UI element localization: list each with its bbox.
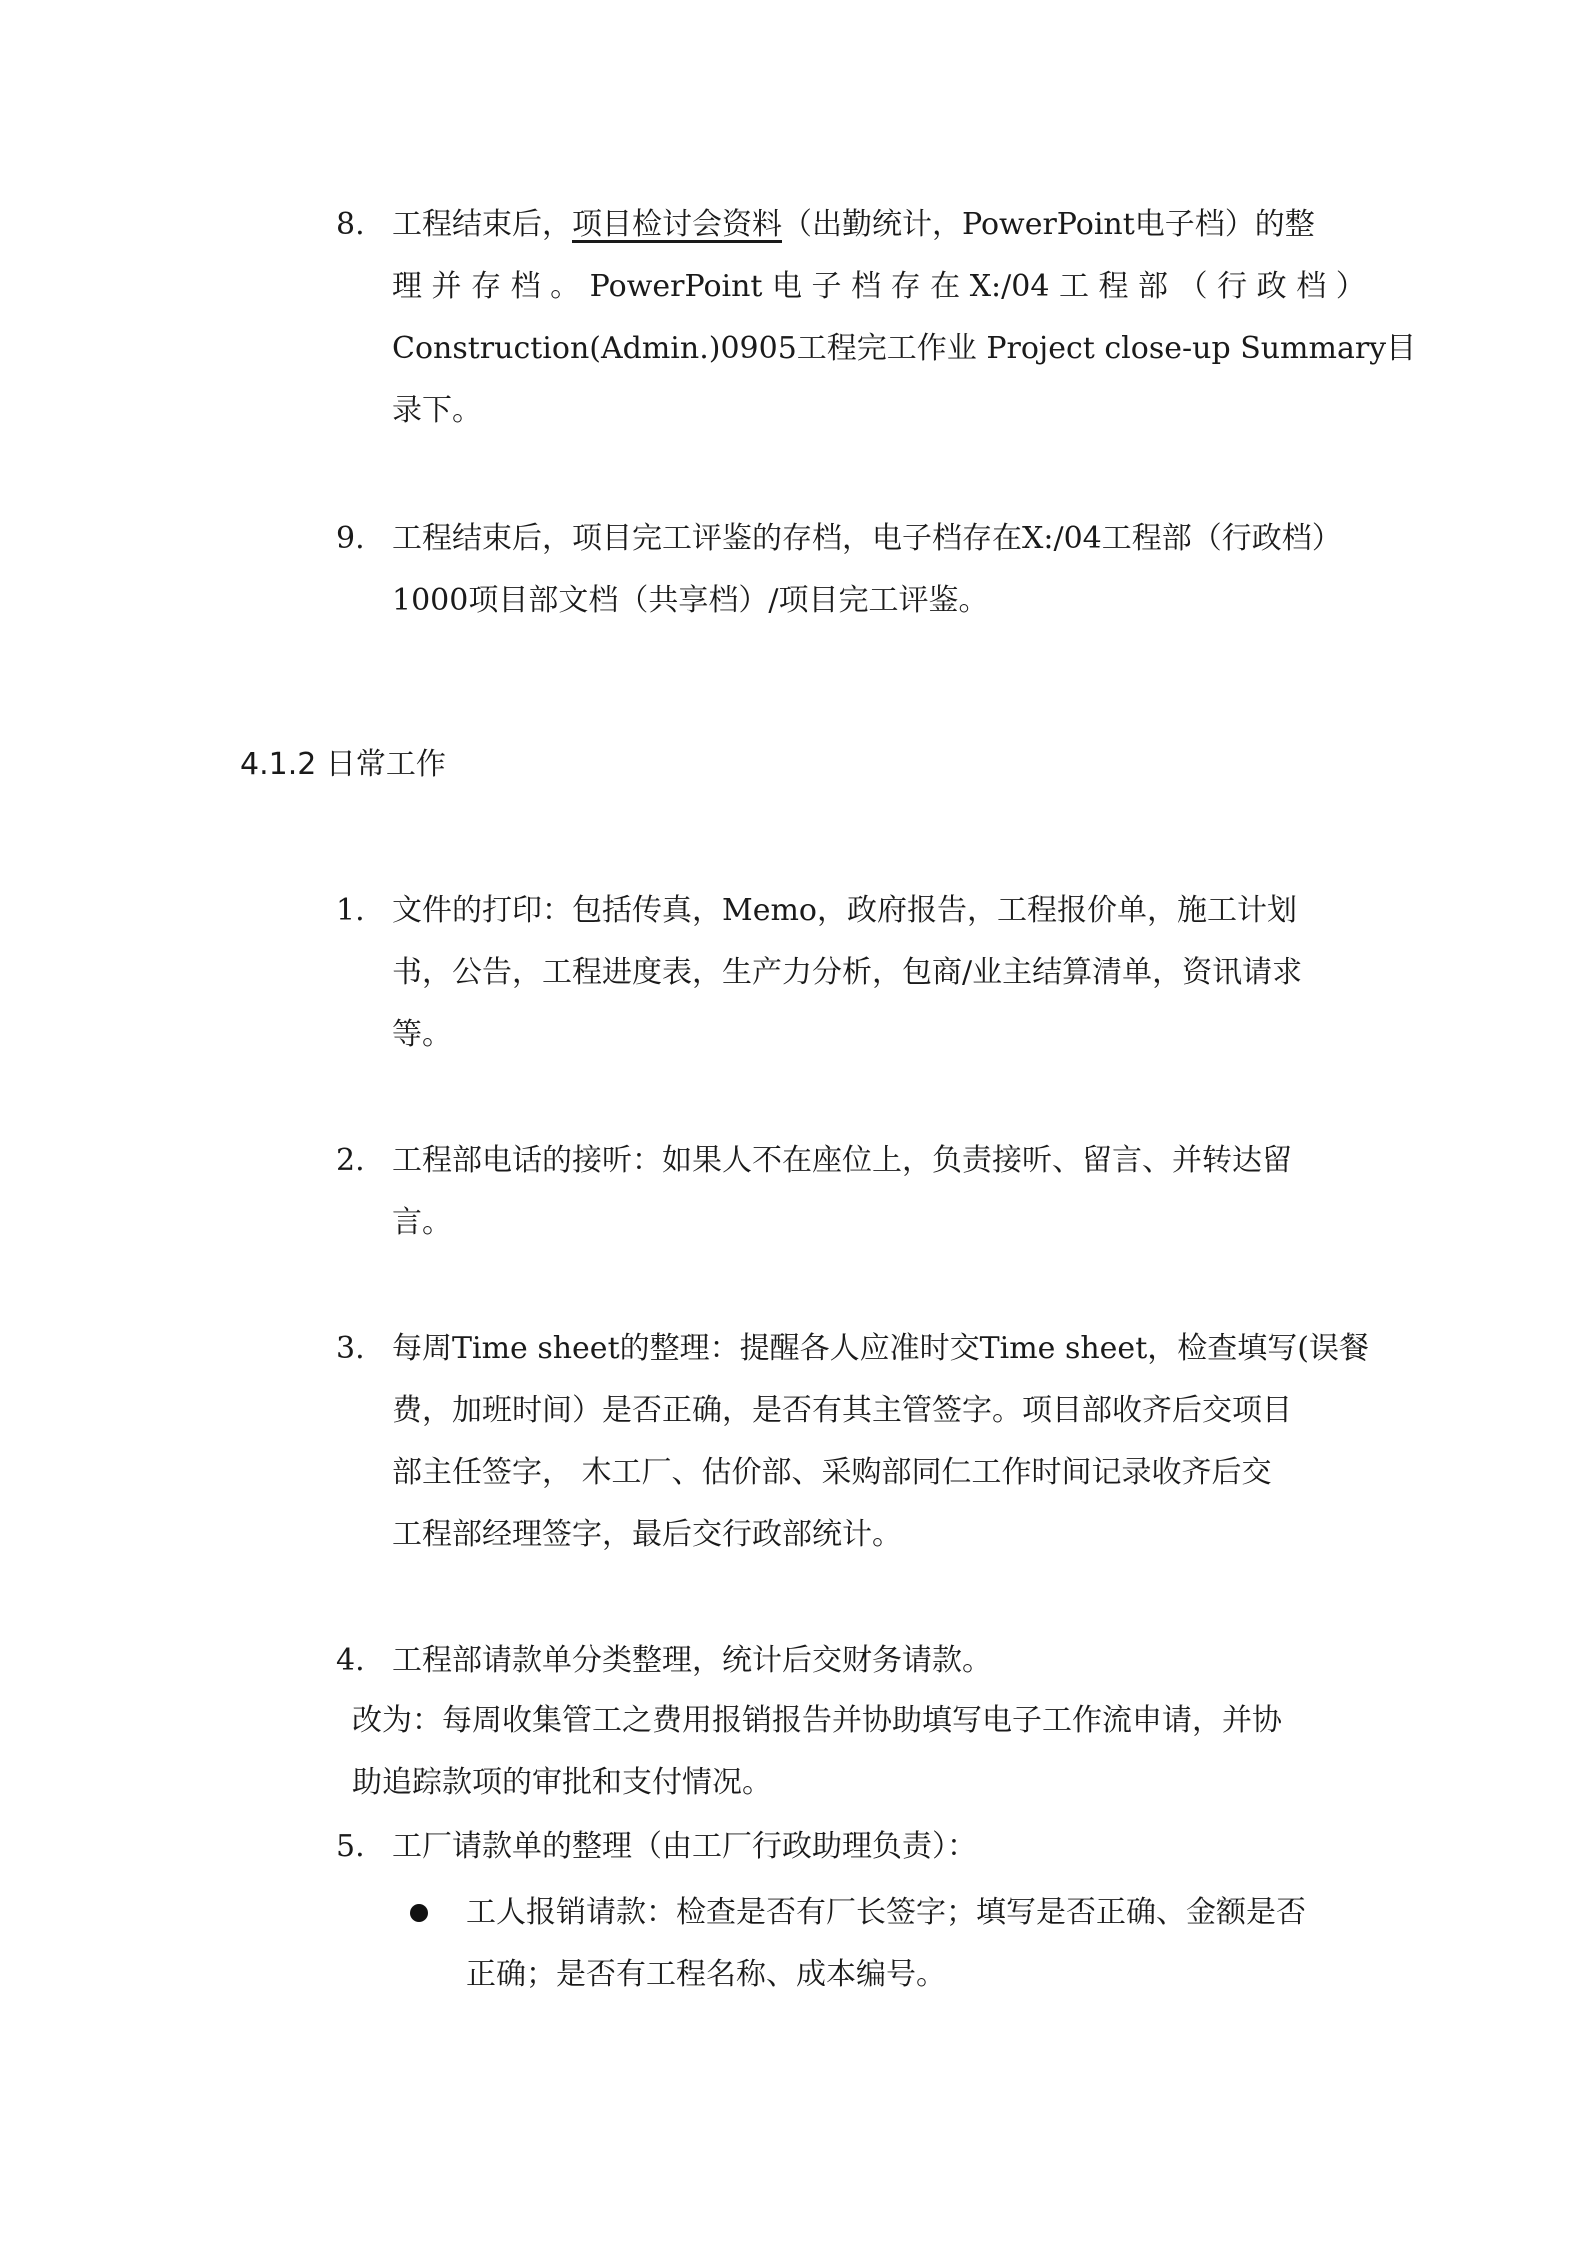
revision-note-line: 改为：每周收集管工之费用报销报告并协助填写电子工作流申请，并协 bbox=[352, 1703, 1282, 1738]
list-item-8 bbox=[336, 194, 1417, 442]
item-number: 5. bbox=[336, 1829, 365, 1864]
item-line: 工程部经理签字，最后交行政部统计。 bbox=[392, 1517, 902, 1552]
item-line: 工程结束后，项目完工评鉴的存档，电子档存在X:/04工程部（行政档） bbox=[392, 521, 1342, 556]
bullet-line: 工人报销请款：检查是否有厂长签字；填写是否正确、金额是否 bbox=[466, 1895, 1306, 1930]
section-heading: 4.1.2 日常工作 bbox=[240, 747, 446, 782]
item-line: 工程部电话的接听：如果人不在座位上，负责接听、留言、并转达留 bbox=[392, 1143, 1292, 1178]
item-line: 录下。 bbox=[392, 393, 482, 428]
daily-item-1 bbox=[336, 880, 1348, 1066]
item-line: 言。 bbox=[392, 1205, 452, 1240]
item-line: 每周Time sheet的整理：提醒各人应准时交Time sheet，检查填写(误餐 bbox=[392, 1331, 1369, 1366]
daily-item-3 bbox=[336, 1318, 1369, 1566]
item-number: 3. bbox=[336, 1331, 365, 1366]
item-line: 费，加班时间）是否正确，是否有其主管签字。项目部收齐后交项目 bbox=[392, 1393, 1292, 1428]
item-number: 8. bbox=[336, 207, 365, 242]
item-line: 1000项目部文档（共享档）/项目完工评鉴。 bbox=[392, 583, 989, 618]
item-line: 文件的打印：包括传真，Memo，政府报告，工程报价单，施工计划 bbox=[392, 893, 1297, 928]
item-number: 4. bbox=[336, 1643, 365, 1678]
item-line: 等。 bbox=[392, 1017, 452, 1052]
line-text: （出勤统计，PowerPoint电子档）的整 bbox=[782, 207, 1315, 242]
item-line: 书，公告，工程进度表，生产力分析，包商/业主结算清单，资讯请求 bbox=[392, 955, 1303, 990]
bullet-item bbox=[410, 1882, 1370, 2006]
revision-note-line: 助追踪款项的审批和支付情况。 bbox=[352, 1765, 772, 1800]
item-line: 理 并 存 档 。 PowerPoint 电 子 档 存 在 X:/04 工 程 部 （ 行 政 档 ） bbox=[392, 269, 1366, 304]
bullet-line: 正确；是否有工程名称、成本编号。 bbox=[466, 1957, 946, 1992]
item-line: 部主任签字， 木工厂、估价部、采购部同仁工作时间记录收齐后交 bbox=[392, 1455, 1272, 1490]
item-line: Construction(Admin.)0905工程完工作业 Project close-up Summary目 bbox=[392, 331, 1417, 366]
item-number: 2. bbox=[336, 1143, 365, 1178]
bullet-dot-icon bbox=[410, 1904, 428, 1922]
item-line bbox=[392, 194, 1348, 256]
item-number: 1. bbox=[336, 893, 365, 928]
item-line: 工厂请款单的整理（由工厂行政助理负责）： bbox=[392, 1829, 977, 1864]
daily-item-4 bbox=[336, 1630, 1348, 1692]
daily-item-5 bbox=[336, 1816, 1348, 1878]
item-number: 9. bbox=[336, 521, 365, 556]
daily-item-2 bbox=[336, 1130, 1348, 1254]
list-item-9 bbox=[336, 508, 1348, 632]
underlined-text: 项目检讨会资料 bbox=[572, 207, 782, 242]
item-line: 工程部请款单分类整理，统计后交财务请款。 bbox=[392, 1643, 992, 1678]
line-text: 工程结束后， bbox=[392, 207, 572, 242]
